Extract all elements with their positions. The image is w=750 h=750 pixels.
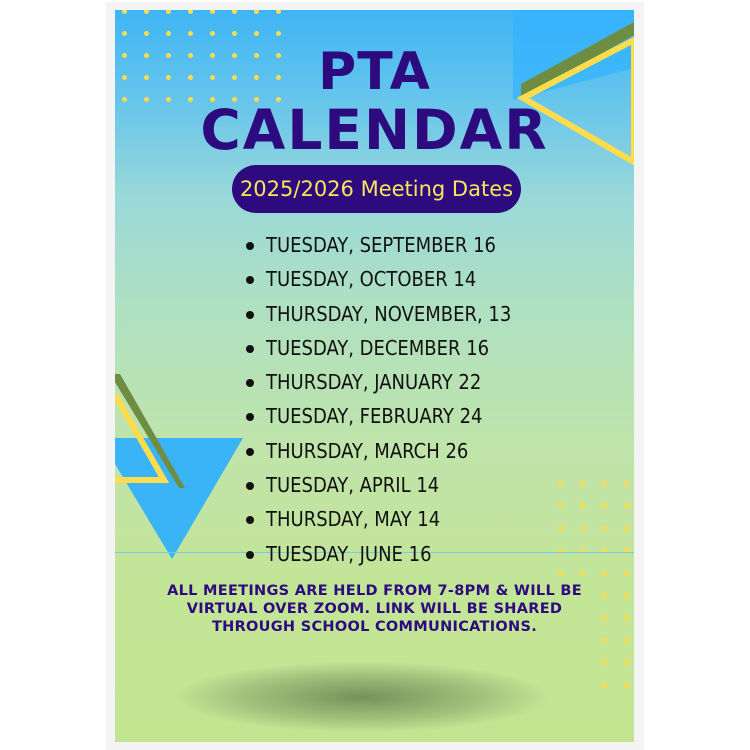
meeting-date: THURSDAY, MAY 14 [266, 507, 441, 532]
title-pta: PTA [318, 42, 431, 102]
bullet-icon [246, 516, 254, 524]
bullet-icon [246, 379, 254, 387]
meeting-date: THURSDAY, JANUARY 22 [266, 370, 482, 395]
bullet-icon [246, 551, 254, 559]
list-item [243, 297, 511, 331]
meeting-date: TUESDAY, JUNE 16 [266, 541, 432, 566]
meeting-date: TUESDAY, FEBRUARY 24 [266, 404, 483, 429]
list-item [243, 262, 511, 296]
meeting-date: TUESDAY, APRIL 14 [266, 473, 440, 498]
meeting-date: TUESDAY, DECEMBER 16 [266, 335, 490, 360]
bullet-icon [246, 276, 254, 284]
list-item [243, 228, 511, 262]
meeting-date: TUESDAY, OCTOBER 14 [266, 267, 477, 292]
meeting-date: THURSDAY, NOVEMBER, 13 [266, 301, 512, 326]
subtitle-badge: 2025/2026 Meeting Dates [232, 165, 521, 213]
list-item [243, 399, 511, 433]
list-item [243, 502, 511, 536]
list-item [243, 331, 511, 365]
meeting-dates-list [243, 228, 511, 571]
title-calendar: CALENDAR [200, 98, 549, 162]
bullet-icon [246, 482, 254, 490]
blue-triangle-shape [115, 438, 243, 559]
bullet-icon [246, 345, 254, 353]
list-item [243, 365, 511, 399]
bullet-icon [246, 413, 254, 421]
meeting-date: TUESDAY, SEPTEMBER 16 [266, 233, 496, 257]
pta-calendar-poster [115, 10, 634, 742]
bullet-icon [246, 311, 254, 319]
bullet-icon [246, 242, 254, 250]
shadow-ellipse [177, 662, 547, 732]
list-item [243, 537, 511, 571]
meeting-date: THURSDAY, MARCH 26 [266, 438, 469, 463]
list-item [243, 468, 511, 502]
bullet-icon [246, 448, 254, 456]
list-item [243, 434, 511, 468]
meeting-info-note: ALL MEETINGS ARE HELD FROM 7-8PM & WILL BE VIRTUAL OVER ZOOM. LINK WILL BE SHARED THROUGH SCHOOL COMMUNICATIONS. [167, 583, 582, 635]
